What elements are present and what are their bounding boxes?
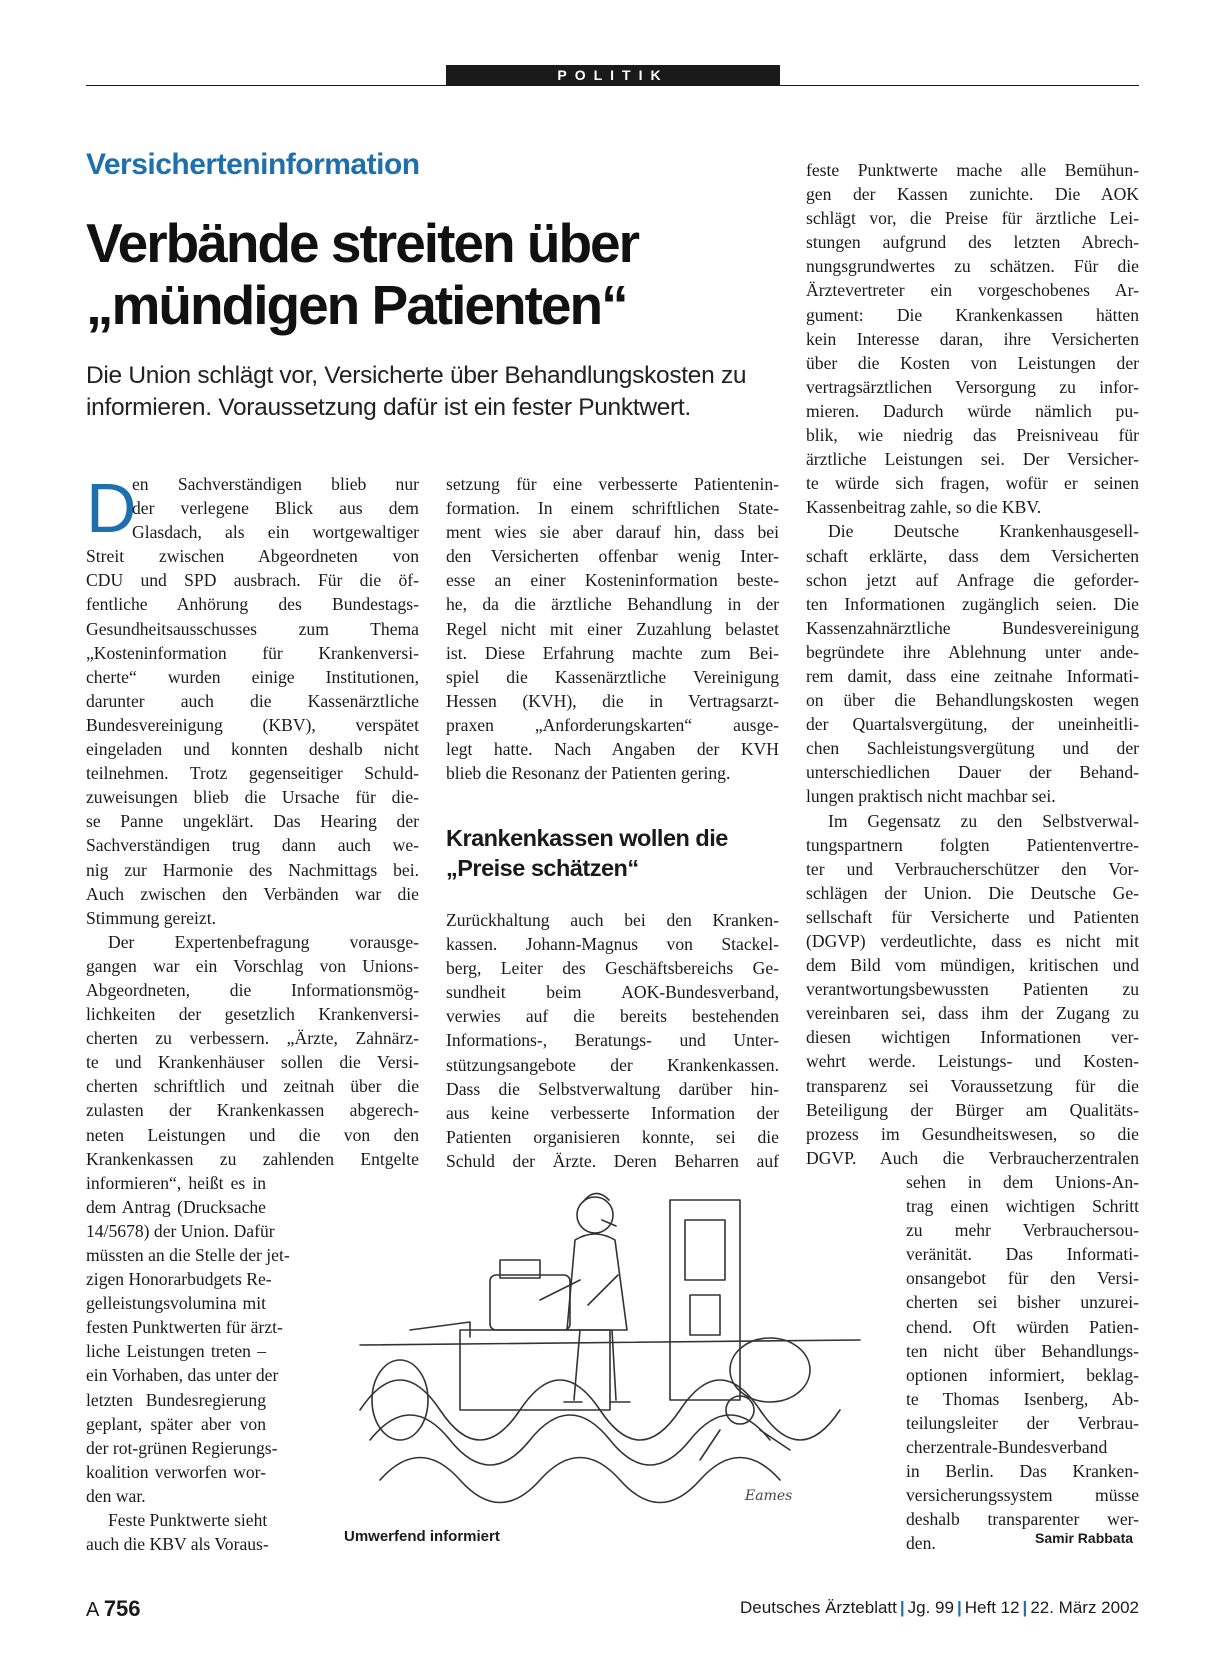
text-line: se Panne ungeklärt. Das Hearing der <box>86 811 419 832</box>
text-line: esse an einer Kosteninformation beste- <box>446 570 779 591</box>
text-line: Regel nicht mit einer Zuzahlung belastet <box>446 618 779 639</box>
text-line: Glasdach, als ein wortgewaltiger <box>132 522 419 543</box>
text-line: verwies auf die bereits bestehenden <box>446 1006 779 1027</box>
page-prefix: A <box>86 1599 99 1621</box>
text-line: in Berlin. Das Kranken- <box>906 1461 1139 1482</box>
text-line: der Quartalsvergütung, der uneinheitli- <box>806 714 1139 735</box>
journal-footer: Deutsches Ärzteblatt | Jg. 99 | Heft 12 | 22. März 2002 <box>740 1598 1139 1617</box>
text-line: stützungsangebote der Krankenkassen. <box>446 1054 779 1075</box>
text-line: Die Deutsche Krankenhausgesell- <box>828 521 1139 542</box>
text-line: teilnehmen. Trotz gegenseitiger Schuld- <box>86 763 419 784</box>
text-line: auch die KBV als Voraus- <box>86 1534 269 1555</box>
deck-line: informieren. Voraussetzung dafür ist ein fester Punktwert. <box>86 394 691 421</box>
text-line: cherte“ wurden einige Institutionen, <box>86 666 419 687</box>
page-number-value: 756 <box>103 1596 141 1621</box>
text-line: Bundesvereinigung (KBV), verspätet <box>86 714 419 735</box>
text-line: letzten Bundesregierung <box>86 1389 266 1410</box>
text-line: koalition verworfen wor- <box>86 1461 266 1482</box>
text-line: Informations-, Beratungs- und Unter- <box>446 1030 779 1051</box>
text-line: ter und Verbraucherschützer den Vor- <box>806 858 1139 879</box>
text-line: ärztliche Leistungen sei. Der Versicher- <box>806 449 1139 470</box>
text-line: zulasten der Krankenkassen abgerech- <box>86 1100 419 1121</box>
text-line: Krankenkassen zu zahlenden Entgelte <box>86 1148 419 1169</box>
text-line: en Sachverständigen blieb nur <box>132 474 419 494</box>
drop-cap: D <box>86 469 137 547</box>
text-line: onsangebot für den Versi- <box>906 1268 1139 1289</box>
journal-volume: Jg. 99 <box>907 1598 954 1617</box>
text-line: fentliche Anhörung des Bundestags- <box>86 594 419 615</box>
text-line: optionen informiert, beklag- <box>906 1364 1139 1385</box>
text-line: 14/5678) der Union. Dafür <box>86 1220 275 1241</box>
text-line: Ärztevertreter ein vorgeschobenes Ar- <box>806 280 1139 301</box>
text-line: tungspartnern folgten Patientenvertre- <box>806 834 1139 855</box>
text-line: te und Krankenhäuser sollen die Versi- <box>86 1052 419 1073</box>
journal-name: Deutsches Ärzteblatt <box>740 1598 897 1617</box>
text-line: ein Vorhaben, das unter der <box>86 1365 279 1386</box>
text-line: gen der Kassen zunichte. Die AOK <box>806 184 1139 205</box>
text-line: neten Leistungen und die von den <box>86 1124 419 1145</box>
text-line: den Versicherten offenbar wenig Inter- <box>446 546 779 567</box>
author-name: Samir Rabbata <box>1035 1530 1134 1546</box>
image-caption: Umwerfend informiert <box>344 1528 500 1545</box>
text-line: he, da die ärztliche Behandlung in der <box>446 594 779 615</box>
text-line: te Thomas Isenberg, Ab- <box>906 1388 1139 1409</box>
text-column-2 <box>446 472 779 785</box>
text-line: spiel die Kassenärztliche Vereinigung <box>446 666 779 687</box>
page-number <box>86 1596 141 1622</box>
text-line: der verlegene Blick aus dem <box>132 498 419 519</box>
text-line: Im Gegensatz zu den Selbstverwal- <box>828 810 1139 831</box>
text-line: nig zur Harmonie des Nachmittags bei. <box>86 859 419 880</box>
text-line: trag einen wichtigen Schritt <box>906 1196 1139 1217</box>
text-line: kein Interesse daran, ihre Versicherten <box>806 328 1139 349</box>
text-line: ment wies sie aber darauf hin, dass bei <box>446 522 779 543</box>
text-line: gument: Die Krankenkassen hätten <box>806 304 1139 325</box>
text-line: mieren. Dadurch würde nämlich pu- <box>806 400 1139 421</box>
text-line: lichkeiten der gesetzlich Krankenversi- <box>86 1004 419 1025</box>
text-line: begründete ihre Ablehnung unter ande- <box>806 641 1139 662</box>
text-line: ten nicht über Behandlungs- <box>906 1340 1139 1361</box>
text-line: cherzentrale-Bundesverband <box>906 1436 1108 1457</box>
text-line: ist. Diese Erfahrung machte zum Bei- <box>446 642 779 663</box>
text-line: on über die Behandlungskosten wegen <box>806 690 1139 711</box>
text-column-2-continued <box>446 908 779 1173</box>
text-line: versicherungssystem müsse <box>906 1485 1139 1506</box>
svg-text:Eames: Eames <box>745 1488 793 1504</box>
text-line: lungen praktisch nicht machbar sei. <box>806 786 1056 807</box>
text-line: Schuld der Ärzte. Deren Beharren auf <box>446 1150 779 1171</box>
text-line: veränität. Das Informati- <box>906 1244 1139 1265</box>
article-headline <box>86 212 766 336</box>
text-line: praxen „Anforderungskarten“ ausge- <box>446 714 779 735</box>
text-line: gelleistungsvolumina mit <box>86 1293 266 1314</box>
section-label: POLITIK <box>446 65 780 86</box>
text-line: Gesundheitsausschusses zum Thema <box>86 618 419 639</box>
text-line: aus keine verbesserte Information der <box>446 1102 779 1123</box>
subheading-line: „Preise schätzen“ <box>446 855 639 881</box>
text-line: Kassenbeitrag zahle, so die KBV. <box>806 497 1042 518</box>
journal-issue: Heft 12 <box>964 1598 1020 1617</box>
text-line: informieren“, heißt es in <box>86 1172 266 1193</box>
text-line: eingeladen und konnten deshalb nicht <box>86 739 419 760</box>
text-line: darunter auch die Kassenärztliche <box>86 690 419 711</box>
text-line: sellschaft für Versicherte und Patienten <box>806 906 1139 927</box>
text-line: müssten an die Stelle der jet- <box>86 1245 290 1265</box>
text-line: Dass die Selbstverwaltung darüber hin- <box>446 1078 779 1099</box>
text-line: cherten schriftlich und zeitnah über die <box>86 1076 419 1097</box>
article-deck <box>86 360 786 424</box>
text-line: blik, wie niedrig das Preisniveau für <box>806 425 1139 446</box>
text-line: transparenz sei Voraussetzung für die <box>806 1075 1139 1096</box>
text-line: diesen wichtigen Informationen ver- <box>806 1027 1139 1048</box>
text-line: ten Informationen zugänglich seien. Die <box>806 593 1139 614</box>
text-line: setzung für eine verbesserte Patientenin- <box>446 474 779 494</box>
text-line: Auch zwischen den Verbänden war die <box>86 883 419 904</box>
text-line: zuweisungen blieb die Ursache für die- <box>86 787 419 808</box>
text-line: vereinbaren sei, dass ihm der Zugang zu <box>806 1003 1139 1024</box>
text-line: chen Sachleistungsvergütung und der <box>806 738 1139 759</box>
text-line: deshalb transparenter wer- <box>906 1509 1139 1530</box>
text-line: geplant, später aber von <box>86 1413 266 1434</box>
text-line: „Kosteninformation für Krankenversi- <box>86 642 419 663</box>
text-line: chend. Oft würden Patien- <box>906 1316 1139 1337</box>
article-subheading <box>446 823 779 883</box>
text-line: vertragsärztlichen Versorgung zu infor- <box>806 376 1139 397</box>
text-line: den. <box>906 1533 936 1554</box>
text-line: formation. In einem schriftlichen State- <box>446 498 779 519</box>
text-line: der rot-grünen Regierungs- <box>86 1437 278 1458</box>
text-line: verantwortungsbewussten Patienten zu <box>806 979 1139 1000</box>
text-line: dem Bild vom mündigen, kritischen und <box>806 955 1139 976</box>
text-line: schon jetzt auf Anfrage die geforder- <box>806 569 1139 590</box>
text-line: Beteiligung der Bürger am Qualitäts- <box>806 1099 1139 1120</box>
text-line: (DGVP) verdeutlichte, dass es nicht mit <box>806 931 1139 951</box>
text-line: te würde sich fragen, wofür er seinen <box>806 473 1139 494</box>
article-kicker: Versicherteninformation <box>86 148 420 181</box>
text-line: teilungsleiter der Verbrau- <box>906 1412 1139 1433</box>
text-line: cherten sei bisher unzurei- <box>906 1292 1139 1313</box>
text-line: schaft erklärte, dass dem Versicherten <box>806 545 1139 566</box>
text-line: Patienten organisieren konnte, sei die <box>446 1126 779 1147</box>
journal-date: 22. März 2002 <box>1030 1598 1139 1617</box>
text-line: schlägt vor, die Preise für ärztliche Lei- <box>806 208 1139 229</box>
text-line: prozess im Gesundheitswesen, so die <box>806 1123 1139 1144</box>
cartoon-illustration <box>340 1180 870 1520</box>
text-line: Kassenzahnärztliche Bundesvereinigung <box>806 617 1139 638</box>
text-line: Streit zwischen Abgeordneten von <box>86 546 419 567</box>
text-line: kassen. Johann-Magnus von Stackel- <box>446 934 779 955</box>
text-line: berg, Leiter des Geschäftsbereichs Ge- <box>446 958 779 979</box>
headline-line: „mündigen Patienten“ <box>86 274 627 336</box>
text-line: Der Expertenbefragung vorausge- <box>108 931 419 952</box>
text-line: festen Punktwerten für ärzt- <box>86 1317 283 1338</box>
text-line: wehrt werde. Leistungs- und Kosten- <box>806 1051 1139 1072</box>
text-line: DGVP. Auch die Verbraucherzentralen <box>806 1147 1139 1168</box>
text-line: nungsgrundwertes zu schätzen. Für die <box>806 256 1139 277</box>
text-line: rem damit, dass eine zeitnahe Informati- <box>806 665 1139 686</box>
text-line: legt hatte. Nach Angaben der KVH <box>446 739 779 760</box>
text-line: liche Leistungen treten – <box>86 1341 266 1362</box>
text-line: feste Punktwerte mache alle Bemühun- <box>806 160 1139 180</box>
text-line: zu mehr Verbrauchersou- <box>906 1220 1139 1241</box>
text-line: CDU und SPD ausbrach. Für die öf- <box>86 570 419 591</box>
text-line: dem Antrag (Drucksache <box>86 1196 266 1217</box>
text-line: den war. <box>86 1485 146 1506</box>
text-line: Zurückhaltung auch bei den Kranken- <box>446 910 779 930</box>
text-line: schlägen der Union. Die Deutsche Ge- <box>806 882 1139 903</box>
text-line: Hessen (KVH), die in Vertragsarzt- <box>446 690 779 711</box>
text-line: sehen in dem Unions-An- <box>906 1171 1139 1192</box>
text-line: Sachverständigen trug dann auch we- <box>86 835 419 856</box>
text-line: unterschiedlichen Dauer der Behand- <box>806 762 1139 783</box>
deck-line: Die Union schlägt vor, Versicherte über Behandlungskosten zu <box>86 362 747 389</box>
text-line: gangen war ein Vorschlag von Unions- <box>86 955 419 976</box>
text-line: zigen Honorarbudgets Re- <box>86 1269 272 1290</box>
text-line: cherten zu verbessern. „Ärzte, Zahnärz- <box>86 1028 419 1049</box>
text-line: Abgeordneten, die Informationsmög- <box>86 979 419 1000</box>
text-line: stungen aufgrund des letzten Abrech- <box>806 232 1139 253</box>
text-line: Stimmung gereizt. <box>86 907 216 928</box>
subheading-line: Krankenkassen wollen die <box>446 825 728 851</box>
text-line: Feste Punktwerte sieht <box>108 1510 268 1531</box>
text-line: sundheit beim AOK-Bundesverband, <box>446 982 779 1003</box>
text-line: blieb die Resonanz der Patienten gering. <box>446 763 731 784</box>
headline-line: Verbände streiten über <box>86 212 639 274</box>
text-line: über die Kosten von Leistungen der <box>806 352 1139 373</box>
